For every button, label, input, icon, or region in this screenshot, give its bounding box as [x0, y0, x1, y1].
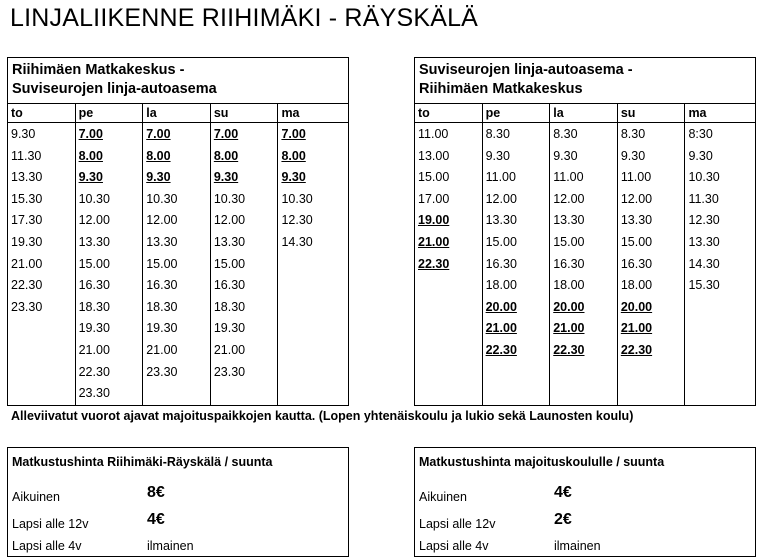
departure-time: 11.30: [11, 148, 42, 163]
departure-time: 15.30: [688, 278, 720, 293]
schedule-grid: [8, 104, 348, 405]
departure-time: 18.30: [78, 299, 110, 314]
departure-time-via-accommodation: 22.30: [485, 342, 517, 357]
departure-time-via-accommodation: 20.00: [620, 299, 653, 314]
departure-time: 13.30: [78, 234, 110, 249]
day-header: to: [8, 104, 75, 123]
departure-time: 23.30: [78, 386, 110, 401]
price-row-child-12: Lapsi alle 12v: [419, 517, 496, 531]
day-column-la: [550, 104, 618, 405]
schedule-heading-line2: Riihimäen Matkakeskus: [419, 81, 583, 97]
departure-time: 12.00: [553, 191, 585, 206]
departure-time: 12.30: [688, 213, 720, 228]
departure-time: 11.00: [620, 170, 652, 185]
departure-time: 15.00: [146, 256, 178, 271]
departure-time: 17.30: [11, 213, 43, 228]
departure-time: 19.30: [78, 321, 110, 336]
day-column-la: [143, 104, 211, 405]
price-title: Matkustushinta Riihimäki-Räyskälä / suunta: [12, 455, 273, 469]
departure-time: 11.30: [688, 191, 719, 206]
departure-time: 16.30: [213, 278, 246, 293]
day-column-pe: [76, 104, 144, 405]
departure-time-via-accommodation: 8.00: [281, 148, 306, 163]
departure-time: 15.00: [78, 256, 110, 271]
departure-time: 18.00: [620, 278, 653, 293]
departure-time-via-accommodation: 9.30: [213, 170, 239, 185]
price-value-adult: 4€: [554, 484, 572, 501]
departure-time-via-accommodation: 7.00: [213, 127, 239, 141]
departure-time: 10.30: [281, 191, 313, 206]
price-value-adult: 8€: [147, 484, 165, 501]
departure-time-via-accommodation: 19.00: [418, 213, 450, 228]
departure-time-via-accommodation: 21.00: [553, 321, 585, 336]
departure-time: 13.30: [11, 170, 43, 185]
departure-time: 12.00: [620, 191, 653, 206]
departure-time: 12.00: [213, 213, 246, 228]
departure-time: 19.30: [146, 321, 178, 336]
departure-time: 18.30: [146, 299, 178, 314]
underline-note: Alleviivatut vuorot ajavat majoituspaikkojen kautta. (Lopen yhtenäiskoulu ja lukio sekä Launosten koulu): [11, 409, 634, 423]
day-column-su: [211, 104, 279, 405]
departure-time: 18.00: [553, 278, 585, 293]
day-header: su: [211, 104, 278, 123]
departure-time: 16.30: [620, 256, 653, 271]
departure-time-via-accommodation: 21.00: [418, 234, 450, 249]
departure-time: 11.00: [485, 170, 516, 185]
day-column-ma: [278, 104, 348, 405]
schedule-heading-line2: Suviseurojen linja-autoasema: [12, 81, 217, 97]
price-title: Matkustushinta majoituskoululle / suunta: [419, 455, 665, 469]
departure-time: 13.30: [620, 213, 653, 228]
departure-time: 16.30: [485, 256, 517, 271]
departure-time: 21.00: [78, 342, 110, 357]
departure-time: 8.30: [620, 127, 646, 141]
departure-time: 22.30: [11, 278, 43, 293]
departure-time: 12.30: [281, 213, 313, 228]
departure-time: 19.30: [11, 234, 43, 249]
departure-time: 12.00: [78, 213, 110, 228]
departure-time-via-accommodation: 22.30: [620, 342, 653, 357]
departure-time: 13.30: [688, 234, 720, 249]
price-row-adult: Aikuinen: [12, 490, 60, 504]
price-value-child-12: 4€: [147, 511, 165, 528]
departure-time: 10.30: [146, 191, 178, 206]
departure-time: 9.30: [11, 127, 36, 141]
schedule-table-return: [414, 57, 756, 406]
departure-time: 14.30: [281, 234, 313, 249]
departure-time: 13.30: [553, 213, 585, 228]
day-column-to: [415, 104, 483, 405]
departure-time: 15.00: [213, 256, 246, 271]
schedule-table-outbound: [7, 57, 349, 406]
departure-time-via-accommodation: 22.30: [418, 256, 450, 271]
departure-time: 18.30: [213, 299, 246, 314]
day-column-to: [8, 104, 76, 405]
departure-time-via-accommodation: 9.30: [146, 170, 171, 185]
departure-time: 23.30: [213, 364, 246, 379]
departure-time: 15.00: [553, 234, 585, 249]
departure-time: 22.30: [78, 364, 110, 379]
departure-time: 15.30: [11, 191, 43, 206]
departure-time: 16.30: [146, 278, 178, 293]
day-header: pe: [76, 104, 143, 123]
day-header: su: [618, 104, 685, 123]
departure-time: 15.00: [418, 170, 450, 185]
departure-time-via-accommodation: 7.00: [146, 127, 171, 141]
departure-time: 13.30: [146, 234, 178, 249]
price-row-child-4: Lapsi alle 4v: [419, 539, 489, 553]
departure-time: 12.00: [485, 191, 517, 206]
departure-time: 23.30: [146, 364, 178, 379]
departure-time: 12.00: [146, 213, 178, 228]
price-row-child-4: Lapsi alle 4v: [12, 539, 82, 553]
departure-time: 9.30: [620, 148, 646, 163]
departure-time: 16.30: [78, 278, 110, 293]
departure-time: 10.30: [688, 170, 720, 185]
departure-time: 9.30: [485, 148, 510, 163]
departure-time: 21.00: [213, 342, 246, 357]
departure-time: 16.30: [553, 256, 585, 271]
day-header: ma: [685, 104, 755, 123]
departure-time: 8.30: [485, 127, 510, 141]
departure-time: 10.30: [78, 191, 110, 206]
departure-time-via-accommodation: 7.00: [78, 127, 103, 141]
departure-time-via-accommodation: 22.30: [553, 342, 585, 357]
schedule-heading: [8, 58, 348, 104]
price-box-riihimaki-rayskala: [7, 447, 349, 557]
departure-time: 11.00: [553, 170, 584, 185]
schedule-heading-line1: Suviseurojen linja-autoasema -: [419, 62, 633, 78]
departure-time: 10.30: [213, 191, 246, 206]
day-header: la: [550, 104, 617, 123]
schedule-heading-line1: Riihimäen Matkakeskus -: [12, 62, 185, 78]
price-row-adult: Aikuinen: [419, 490, 467, 504]
departure-time: 8.30: [553, 127, 578, 141]
departure-time: 13.30: [213, 234, 246, 249]
departure-time-via-accommodation: 21.00: [485, 321, 517, 336]
price-box-accommodation-school: [414, 447, 756, 557]
departure-time-via-accommodation: 9.30: [78, 170, 103, 185]
departure-time-via-accommodation: 8.00: [146, 148, 171, 163]
price-value-child-4: ilmainen: [147, 539, 194, 553]
departure-time: 18.00: [485, 278, 517, 293]
departure-time: 23.30: [11, 299, 43, 314]
day-column-su: [618, 104, 686, 405]
departure-time-via-accommodation: 20.00: [485, 299, 517, 314]
departure-time: 21.00: [11, 256, 43, 271]
departure-time: 15.00: [620, 234, 653, 249]
departure-time-via-accommodation: 20.00: [553, 299, 585, 314]
day-header: la: [143, 104, 210, 123]
schedule-heading: [415, 58, 755, 104]
departure-time: 15.00: [485, 234, 517, 249]
day-column-pe: [483, 104, 551, 405]
price-value-child-4: ilmainen: [554, 539, 601, 553]
day-header: to: [415, 104, 482, 123]
schedule-grid: [415, 104, 755, 405]
departure-time: 9.30: [688, 148, 713, 163]
departure-time: 21.00: [146, 342, 178, 357]
price-row-child-12: Lapsi alle 12v: [12, 517, 89, 531]
departure-time-via-accommodation: 8.00: [78, 148, 103, 163]
departure-time-via-accommodation: 21.00: [620, 321, 653, 336]
departure-time: 17.00: [418, 191, 450, 206]
price-value-child-12: 2€: [554, 511, 572, 528]
page-title: LINJALIIKENNE RIIHIMÄKI - RÄYSKÄLÄ: [10, 4, 479, 32]
day-header: pe: [483, 104, 550, 123]
departure-time: 9.30: [553, 148, 578, 163]
departure-time: 14.30: [688, 256, 720, 271]
departure-time-via-accommodation: 7.00: [281, 127, 306, 141]
departure-time: 11.00: [418, 127, 449, 141]
departure-time: 19.30: [213, 321, 246, 336]
departure-time-via-accommodation: 9.30: [281, 170, 306, 185]
departure-time-via-accommodation: 8.00: [213, 148, 239, 163]
departure-time: 13.30: [485, 213, 517, 228]
day-column-ma: [685, 104, 755, 405]
departure-time: 13.00: [418, 148, 450, 163]
day-header: ma: [278, 104, 348, 123]
departure-time: 8:30: [688, 127, 713, 141]
